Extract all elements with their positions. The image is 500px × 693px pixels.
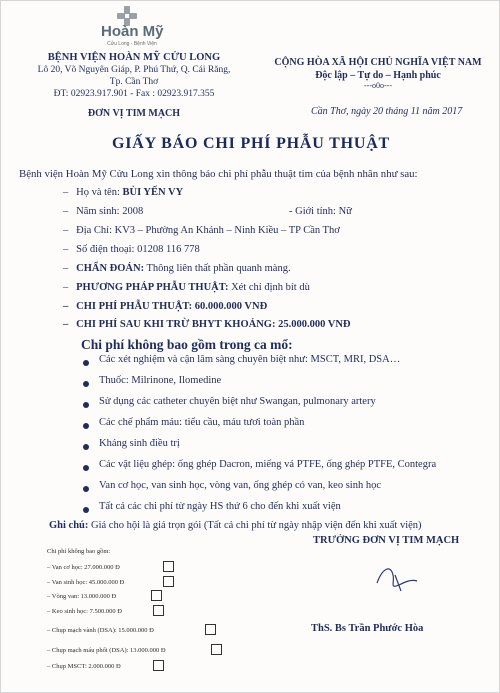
- patient-dob: Năm sinh: 2008: [76, 206, 144, 217]
- insurance-cost-row: – CHI PHÍ SAU KHI TRỪ BHYT KHOẢNG: 25.000.000 VNĐ: [63, 319, 351, 330]
- checklist-item: – Van sinh học: 45.000.000 Đ: [47, 579, 125, 586]
- exclusion-item: Kháng sinh điều trị: [99, 438, 180, 449]
- bullet-icon: [83, 360, 89, 366]
- checklist-item: – Keo sinh học: 7.500.000 Đ: [47, 608, 122, 615]
- patient-gender: - Giới tính: Nữ: [289, 206, 352, 217]
- hospital-name: BỆNH VIỆN HOÀN MỸ CỬU LONG: [47, 52, 221, 63]
- method-value: Xét chỉ định bít dù: [231, 282, 310, 293]
- patient-address: Địa Chỉ: KV3 – Phường An Khánh – Ninh Kiều – TP Cần Thơ: [76, 225, 340, 236]
- national-motto: Độc lập – Tự do – Hạnh phúc: [315, 70, 441, 81]
- checkbox[interactable]: [163, 561, 174, 572]
- insurance-cost: CHI PHÍ SAU KHI TRỪ BHYT KHOẢNG: 25.000.000 VNĐ: [76, 319, 351, 330]
- checkbox[interactable]: [151, 590, 162, 601]
- signature-icon: [371, 561, 421, 597]
- patient-name-row: – Họ và tên: BÙI YẾN VY: [63, 187, 184, 198]
- patient-dob-row: – Năm sinh: 2008: [63, 206, 144, 217]
- exclusion-item: Van cơ học, van sinh học, vòng van, ống ghép có van, keo sinh học: [99, 480, 381, 491]
- document-date: Cần Thơ, ngày 20 tháng 11 năm 2017: [311, 106, 463, 117]
- logo-text: Hoàn Mỹ: [101, 23, 164, 40]
- patient-name-label: Họ và tên:: [76, 187, 120, 198]
- bullet-icon: [83, 402, 89, 408]
- exclusion-item: Thuốc: Milrinone, Ilomedine: [99, 375, 222, 386]
- department-name: ĐƠN VỊ TIM MẠCH: [87, 108, 181, 119]
- checkbox[interactable]: [153, 660, 164, 671]
- patient-phone-row: – Số điện thoại: 01208 116 778: [63, 244, 200, 255]
- hospital-address-line-1: Lô 20, Võ Nguyên Giáp, P. Phú Thứ, Q. Cái Răng,: [37, 65, 231, 75]
- intro-text: Bệnh viện Hoàn Mỹ Cửu Long xin thông báo chi phí phẫu thuật tim của bệnh nhân như sau:: [19, 168, 418, 180]
- hospital-address-line-2: Tp. Cần Thơ: [109, 77, 159, 87]
- checkbox[interactable]: [163, 576, 174, 587]
- exclusion-item: Các chế phẩm máu: tiểu cầu, máu tươi toàn phần: [99, 417, 305, 428]
- exclusion-item: Các vật liệu ghép: ống ghép Dacron, miếng vá PTFE, ống ghép PTFE, Contegra: [99, 459, 437, 470]
- method-label: PHƯƠNG PHÁP PHẪU THUẬT:: [76, 282, 229, 293]
- checklist-item: – Chụp mạch máu phổi (DSA): 13.000.000 Đ: [47, 647, 166, 654]
- patient-phone: Số điện thoại: 01208 116 778: [76, 244, 200, 255]
- motto-ornament: ---o0o---: [364, 81, 392, 90]
- bullet-icon: [83, 423, 89, 429]
- surgery-cost-row: – CHI PHÍ PHẪU THUẬT: 60.000.000 VNĐ: [63, 301, 268, 312]
- checklist-item: – Chụp MSCT: 2.000.000 Đ: [47, 663, 121, 670]
- note-text: Giá cho hội là giá trọn gói (Tất cả chi phí từ ngày nhập viện đến khi xuất viện): [91, 520, 422, 531]
- bullet-icon: [83, 486, 89, 492]
- signature-title: TRƯỞNG ĐƠN VỊ TIM MẠCH: [313, 535, 460, 546]
- checkbox[interactable]: [205, 624, 216, 635]
- bullet-icon: [83, 507, 89, 513]
- patient-name-value: BÙI YẾN VY: [122, 187, 184, 198]
- exclusion-item: Tất cả các chi phí từ ngày HS thứ 6 cho đến khi xuất viện: [99, 501, 341, 512]
- checkbox[interactable]: [153, 605, 164, 616]
- exclusion-item: Các xét nghiệm và cận lâm sàng chuyên biệt như: MSCT, MRI, DSA…: [99, 354, 401, 365]
- method-row: – PHƯƠNG PHÁP PHẪU THUẬT: Xét chỉ định bít dù: [63, 282, 310, 293]
- bullet-icon: [83, 381, 89, 387]
- checklist-item: – Van cơ học: 27.000.000 Đ: [47, 564, 120, 571]
- surgery-cost: CHI PHÍ PHẪU THUẬT: 60.000.000 VNĐ: [76, 301, 268, 312]
- checklist-item: – Vòng van: 13.000.000 Đ: [47, 593, 117, 600]
- logo-subtitle: Cửu Long - Bệnh Viện: [107, 41, 157, 47]
- signer-name: ThS. Bs Trần Phước Hòa: [311, 623, 424, 634]
- document-title: GIẤY BÁO CHI PHÍ PHẪU THUẬT: [111, 135, 391, 152]
- patient-address-row: – Địa Chỉ: KV3 – Phường An Khánh – Ninh Kiều – TP Cần Thơ: [63, 225, 340, 236]
- bullet-icon: [83, 444, 89, 450]
- republic-title: CỘNG HÒA XÃ HỘI CHỦ NGHĨA VIỆT NAM: [274, 57, 482, 68]
- diagnosis-value: Thông liên thất phần quanh màng.: [146, 263, 291, 274]
- exclusions-heading: Chi phí không bao gồm trong ca mổ:: [81, 337, 293, 352]
- diagnosis-label: CHẨN ĐOÁN:: [76, 263, 145, 274]
- exclusion-item: Sử dụng các catheter chuyên biệt như Swangan, pulmonary artery: [99, 396, 376, 407]
- note-label: Ghi chú:: [49, 520, 89, 531]
- note-row: [49, 520, 422, 531]
- checklist-item: – Chụp mạch vành (DSA): 15.000.000 Đ: [47, 627, 154, 634]
- checklist-heading: Chi phí không bao gồm:: [47, 548, 111, 555]
- hospital-phone-fax: ĐT: 02923.917.901 - Fax : 02923.917.355: [53, 89, 215, 99]
- diagnosis-row: – CHẨN ĐOÁN: Thông liên thất phần quanh màng.: [63, 263, 291, 274]
- checkbox[interactable]: [211, 644, 222, 655]
- bullet-icon: [83, 465, 89, 471]
